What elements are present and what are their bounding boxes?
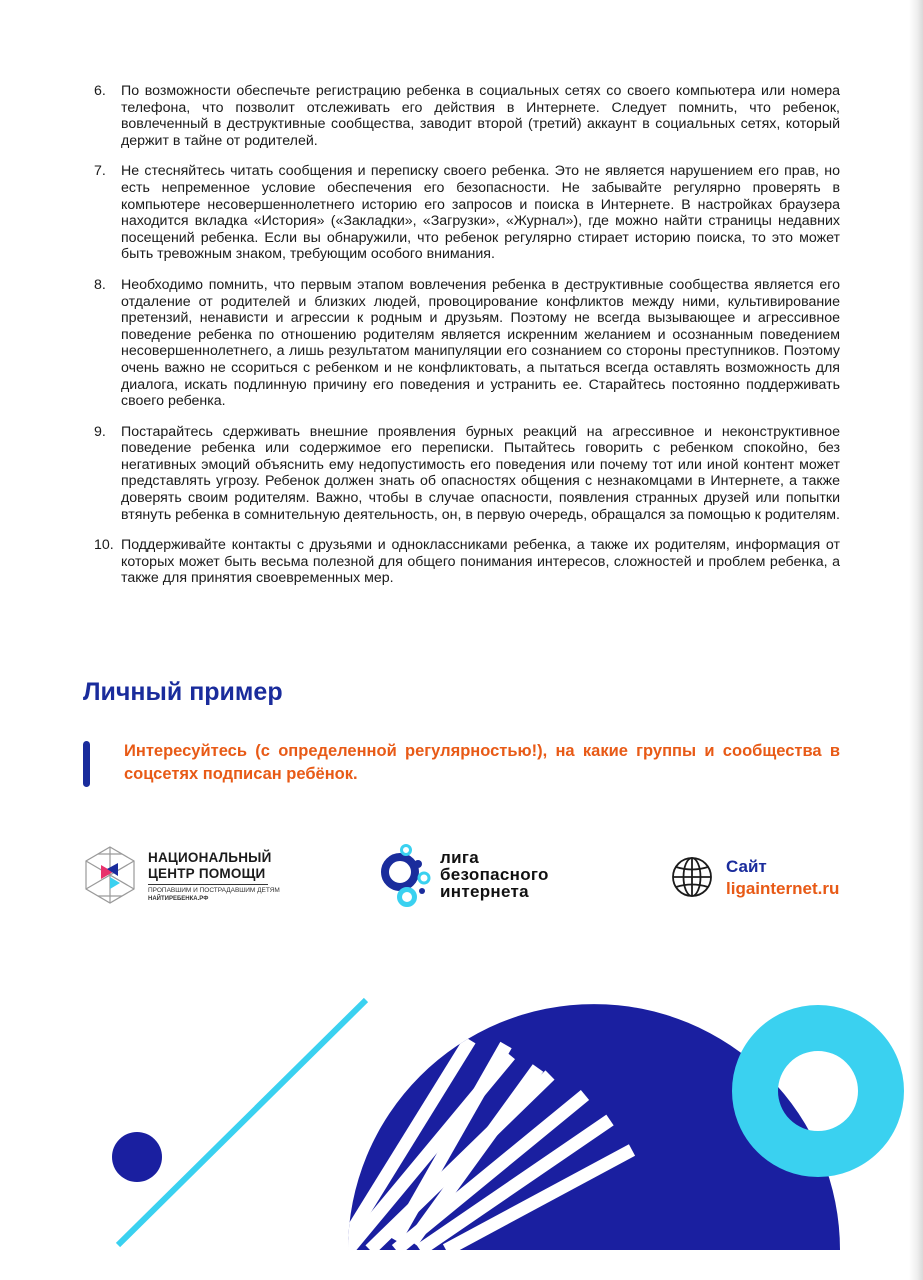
ncp-title-line1: НАЦИОНАЛЬНЫЙ (148, 850, 272, 865)
item-text: Постарайтесь сдерживать внешние проявления бурных реакций на агрессивное и неконструктивное поведение ребенка или содержимое его переписки. Пытайтесь говорить с ребенком спокойно, без негативных эмоций объяснить ему недопустимость его поведения или почему тот или иной контент может представлять угрозу. Ребенок должен знать об опасностях общения с незнакомцами в Интернете, а также доверять своим родителям. Важно, чтобы в случае опасности, появления странных друзей или попытки втянуть ребенка в сомнительную деятельность, он, в первую очередь, обращался за помощью к родителям. (121, 423, 840, 523)
liga-line3: интернета (440, 882, 529, 901)
item-number: 10. (94, 537, 114, 554)
site-url[interactable]: ligainternet.ru (726, 879, 840, 898)
item-number: 6. (94, 83, 106, 99)
highlight-quote: Интересуйтесь (с определенной регулярностью!), на какие группы и сообщества в соцсетях подписан ребёнок. (124, 742, 840, 783)
liga-line2: безопасного (440, 865, 549, 884)
site-label: Сайт (726, 857, 767, 876)
item-text: Необходимо помнить, что первым этапом вовлечения ребенка в деструктивные сообщества является его отдаление от родителей и близких людей, провоцирование конфликтов между ними, культивирование претензий, ненависти и агрессии к родным и друзьям. Поэтому не всегда вызывающее и агрессивное поведение ребенка по отношению родителям является искренним желанием и осознанным поведением несовершеннолетнего, а лишь результатом манипуляции его сознанием со стороны преступников. Поэтому очень важно не ссориться с ребенком и не конфликтовать, а пытаться всегда оставлять возможность для диалога, искать подлинную причину его поведения и устранить ее. Старайтесь постоянно поддерживать своего ребенка. (121, 276, 840, 410)
item-text: Поддерживайте контакты с друзьями и одноклассниками ребенка, а также их родителям, информация от которых может быть весьма полезной для общего понимания интересов, сложностей и проблем ребенка, а также для принятия своевременных мер. (121, 537, 840, 587)
item-number: 7. (94, 163, 106, 180)
section-title: Личный пример (83, 678, 283, 706)
ncp-title-line2: ЦЕНТР ПОМОЩИ (148, 866, 266, 881)
liga-line1: лига (440, 848, 479, 867)
navy-dot (112, 1132, 162, 1182)
item-number: 9. (94, 423, 106, 440)
item-number: 8. (94, 276, 106, 293)
item-text: Не стесняйтесь читать сообщения и переписку своего ребенка. Это не является нарушением его прав, но есть непременное условие обеспечения его безопасности. Не забывайте регулярно проверять в компьютере несовершеннолетнего историю его запросов и поиска в Интернете. В настройках браузера находится вкладка «История» («Закладки», «Загрузки», «Журнал»), где можно найти страницы недавних посещений ребенка. Если вы обнаружили, что ребенок регулярно стирает историю поиска, то это может быть тревожным знаком, требующим особого внимания. (121, 163, 840, 263)
ncp-site: НАЙТИРЕБЕНКА.РФ (148, 896, 209, 902)
ncp-subtitle: ПРОПАВШИМ И ПОСТРАДАВШИМ ДЕТЯМ (148, 887, 280, 894)
cyan-ring (755, 1028, 881, 1154)
item-text: По возможности обеспечьте регистрацию ребенка в социальных сетях со своего компьютера или номера телефона, что позволит отслеживать его действия в Интернете. Следует помнить, что ребенок, вовлеченный в деструктивные сообщества, заводит второй (третий) аккаунт в социальных сетях, который держит в тайне от родителей. (121, 83, 840, 149)
cyan-diagonal-line (118, 1000, 366, 1245)
